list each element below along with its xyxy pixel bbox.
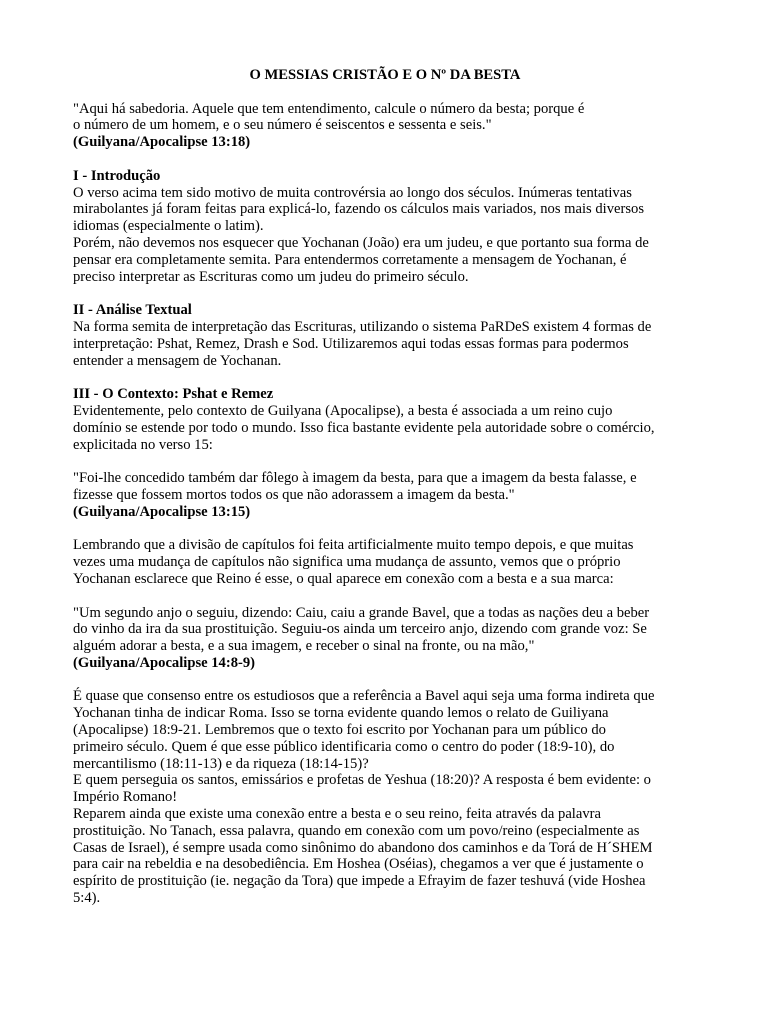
contexto-paragraph-2: Lembrando que a divisão de capítulos foi feita artificialmente muito tempo depois, e que muitas vezes uma mudança de capítulos não significa uma mudança de assunto, vemos que o próprio Yochanan esclarece que Reino é esse, o qual aparece em conexão com a besta e a sua marca: <box>73 537 634 587</box>
quote-14-8-9: "Um segundo anjo o seguiu, dizendo: Caiu, caiu a grande Bavel, que a todas as nações deu a beber do vinho da ira da sua prostituição. Seguiu-os ainda um terceiro anjo, dizendo com grande voz: Se alguém adorar a besta, e a sua imagem, e receber o sinal na fronte, ou na mão," <box>73 604 650 655</box>
spacer <box>73 151 693 168</box>
contexto-paragraph-1: Evidentemente, pelo contexto de Guilyana (Apocalipse), a besta é associada a um reino cujo domínio se estende por todo o mundo. Isso fica bastante evidente pela autoridade sobre o comércio, explicitada no verso 15: <box>73 402 655 453</box>
section-heading-analise-textual: II - Análise Textual <box>73 302 192 319</box>
spacer <box>73 588 693 605</box>
contexto-paragraph-3: É quase que consenso entre os estudiosos que a referência a Bavel aqui seja uma forma indireta que Yochanan tinha de indicar Roma. Isso se torna evidente quando lemos o relato de Guiliyana (Apocalipse) 18:9-21. Lembremos que o texto foi escrito por Yochanan para um público do primeiro século. Quem é que esse público identificaria como o centro do poder (18:9-10), do mercantilismo (18:11-13) e da riqueza (18:14-15)? <box>73 688 655 772</box>
spacer <box>73 672 693 689</box>
spacer <box>73 285 693 302</box>
quote-13-15: "Foi-lhe concedido também dar fôlego à imagem da besta, para que a imagem da besta falasse, e fizesse que fossem mortos todos os que não adorassem a imagem da besta." <box>73 470 637 503</box>
introducao-paragraph-2: Porém, não devemos nos esquecer que Yochanan (João) era um judeu, e que portanto sua forma de pensar era completamente semita. Para entendermos corretamente a mensagem de Yochanan, é preciso interpretar as Escrituras como um judeu do primeiro século. <box>73 234 649 285</box>
contexto-paragraph-4: E quem perseguia os santos, emissários e profetas de Yeshua (18:20)? A resposta é bem evidente: o Império Romano! <box>73 772 651 806</box>
section-heading-contexto: III - O Contexto: Pshat e Remez <box>73 386 274 403</box>
introducao-paragraph-1: O verso acima tem sido motivo de muita controvérsia ao longo dos séculos. Inúmeras tentativas mirabolantes já foram feitas para explicá-lo, fazendo os cálculos mais variados, nos mais diversos idiomas (especialmente o latim). <box>73 184 644 235</box>
quote-14-8-9-reference: (Guilyana/Apocalipse 14:8-9) <box>73 654 256 671</box>
document-title: O MESSIAS CRISTÃO E O Nº DA BESTA <box>249 67 521 83</box>
quote-13-15-reference: (Guilyana/Apocalipse 13:15) <box>73 503 251 520</box>
section-heading-introducao: I - Introdução <box>73 167 161 184</box>
contexto-paragraph-5: Reparem ainda que existe uma conexão entre a besta e o seu reino, feita através da palavra prostituição. No Tanach, essa palavra, quando em conexão com um povo/reino (especialmente as Casas de Israel), é sempre usada como sinônimo do abandono dos caminhos e da Torá de H´SHEM para cair na rebeldia e na desobediência. Em Hoshea (Oséias), chegamos a ver que é justamente o espírito de prostituição (ie. negação da Tora) que impede a Efrayim de fazer teshuvá (vide Hoshea 5:4). <box>73 806 653 907</box>
spacer <box>73 369 693 386</box>
opening-quote-reference: (Guilyana/Apocalipse 13:18) <box>73 134 251 151</box>
opening-quote: "Aqui há sabedoria. Aquele que tem entendimento, calcule o número da besta; porque é o número de um homem, e o seu número é seiscentos e sessenta e seis." <box>73 100 585 134</box>
spacer <box>73 521 693 538</box>
document-page <box>73 67 693 907</box>
spacer <box>73 453 693 470</box>
analise-paragraph-1: Na forma semita de interpretação das Escrituras, utilizando o sistema PaRDeS existem 4 formas de interpretação: Pshat, Remez, Drash e Sod. Utilizaremos aqui todas essas formas para podermos entender a mensagem de Yochanan. <box>73 318 652 369</box>
